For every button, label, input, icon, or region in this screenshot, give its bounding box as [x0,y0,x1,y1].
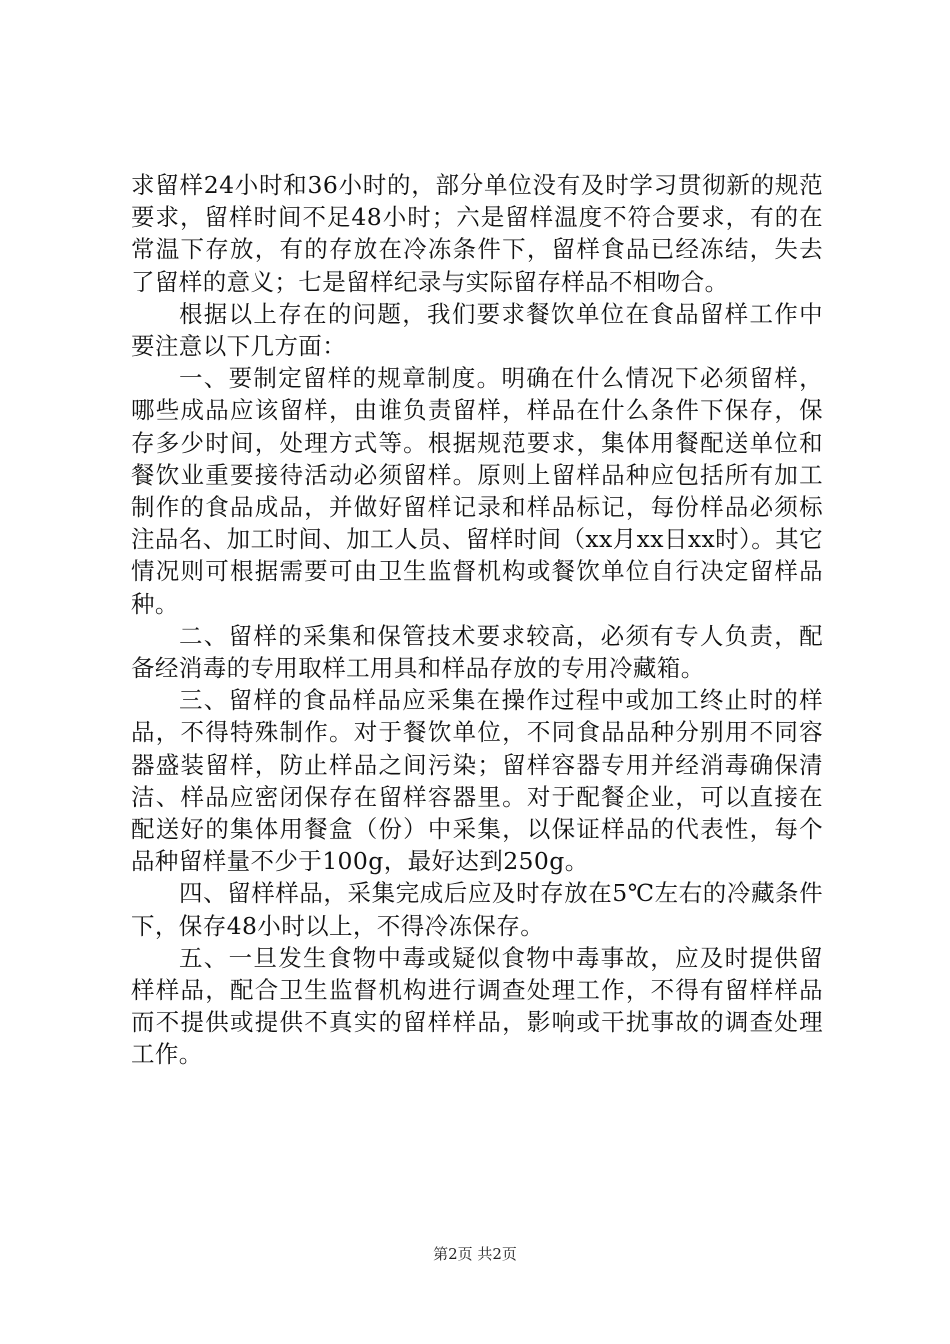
paragraph-continuation: 求留样24小时和36小时的，部分单位没有及时学习贯彻新的规范要求，留样时间不足48小时；六是留样温度不符合要求，有的在常温下存放，有的存放在冷冻条件下，留样食品已经冻结，失去了留样的意义；七是留样纪录与实际留存样品不相吻合。 [131,171,823,296]
document-body [131,169,823,1071]
paragraph-intro: 根据以上存在的问题，我们要求餐饮单位在食品留样工作中要注意以下几方面： [131,299,823,361]
page-number-label: 第2页 共2页 [433,1245,517,1263]
paragraph-item-5: 五、一旦发生食物中毒或疑似食物中毒事故，应及时提供留样样品，配合卫生监督机构进行调查处理工作，不得有留样样品而不提供或提供不真实的留样样品，影响或干扰事故的调查处理工作。 [131,943,823,1069]
paragraph-item-3: 三、留样的食品样品应采集在操作过程中或加工终止时的样品，不得特殊制作。对于餐饮单位，不同食品品种分别用不同容器盛装留样，防止样品之间污染；留样容器专用并经消毒确保清洁、样品应密闭保存在留样容器里。对于配餐企业，可以直接在配送好的集体用餐盒（份）中采集，以保证样品的代表性，每个品种留样量不少于100g，最好达到250g。 [131,686,823,876]
paragraph-item-1: 一、要制定留样的规章制度。明确在什么情况下必须留样，哪些成品应该留样，由谁负责留样，样品在什么条件下保存，保存多少时间，处理方式等。根据规范要求，集体用餐配送单位和餐饮业重要接待活动必须留样。原则上留样品种应包括所有加工制作的食品成品，并做好留样记录和样品标记，每份样品必须标注品名、加工时间、加工人员、留样时间（xx月xx日xx时）。其它情况则可根据需要可由卫生监督机构或餐饮单位自行决定留样品种。 [131,364,823,618]
page-footer [0,1244,950,1264]
paragraph-item-4: 四、留样样品，采集完成后应及时存放在5℃左右的冷藏条件下，保存48小时以上，不得冷冻保存。 [131,879,823,940]
paragraph-item-2: 二、留样的采集和保管技术要求较高，必须有专人负责，配备经消毒的专用取样工用具和样品存放的专用冷藏箱。 [131,621,823,683]
